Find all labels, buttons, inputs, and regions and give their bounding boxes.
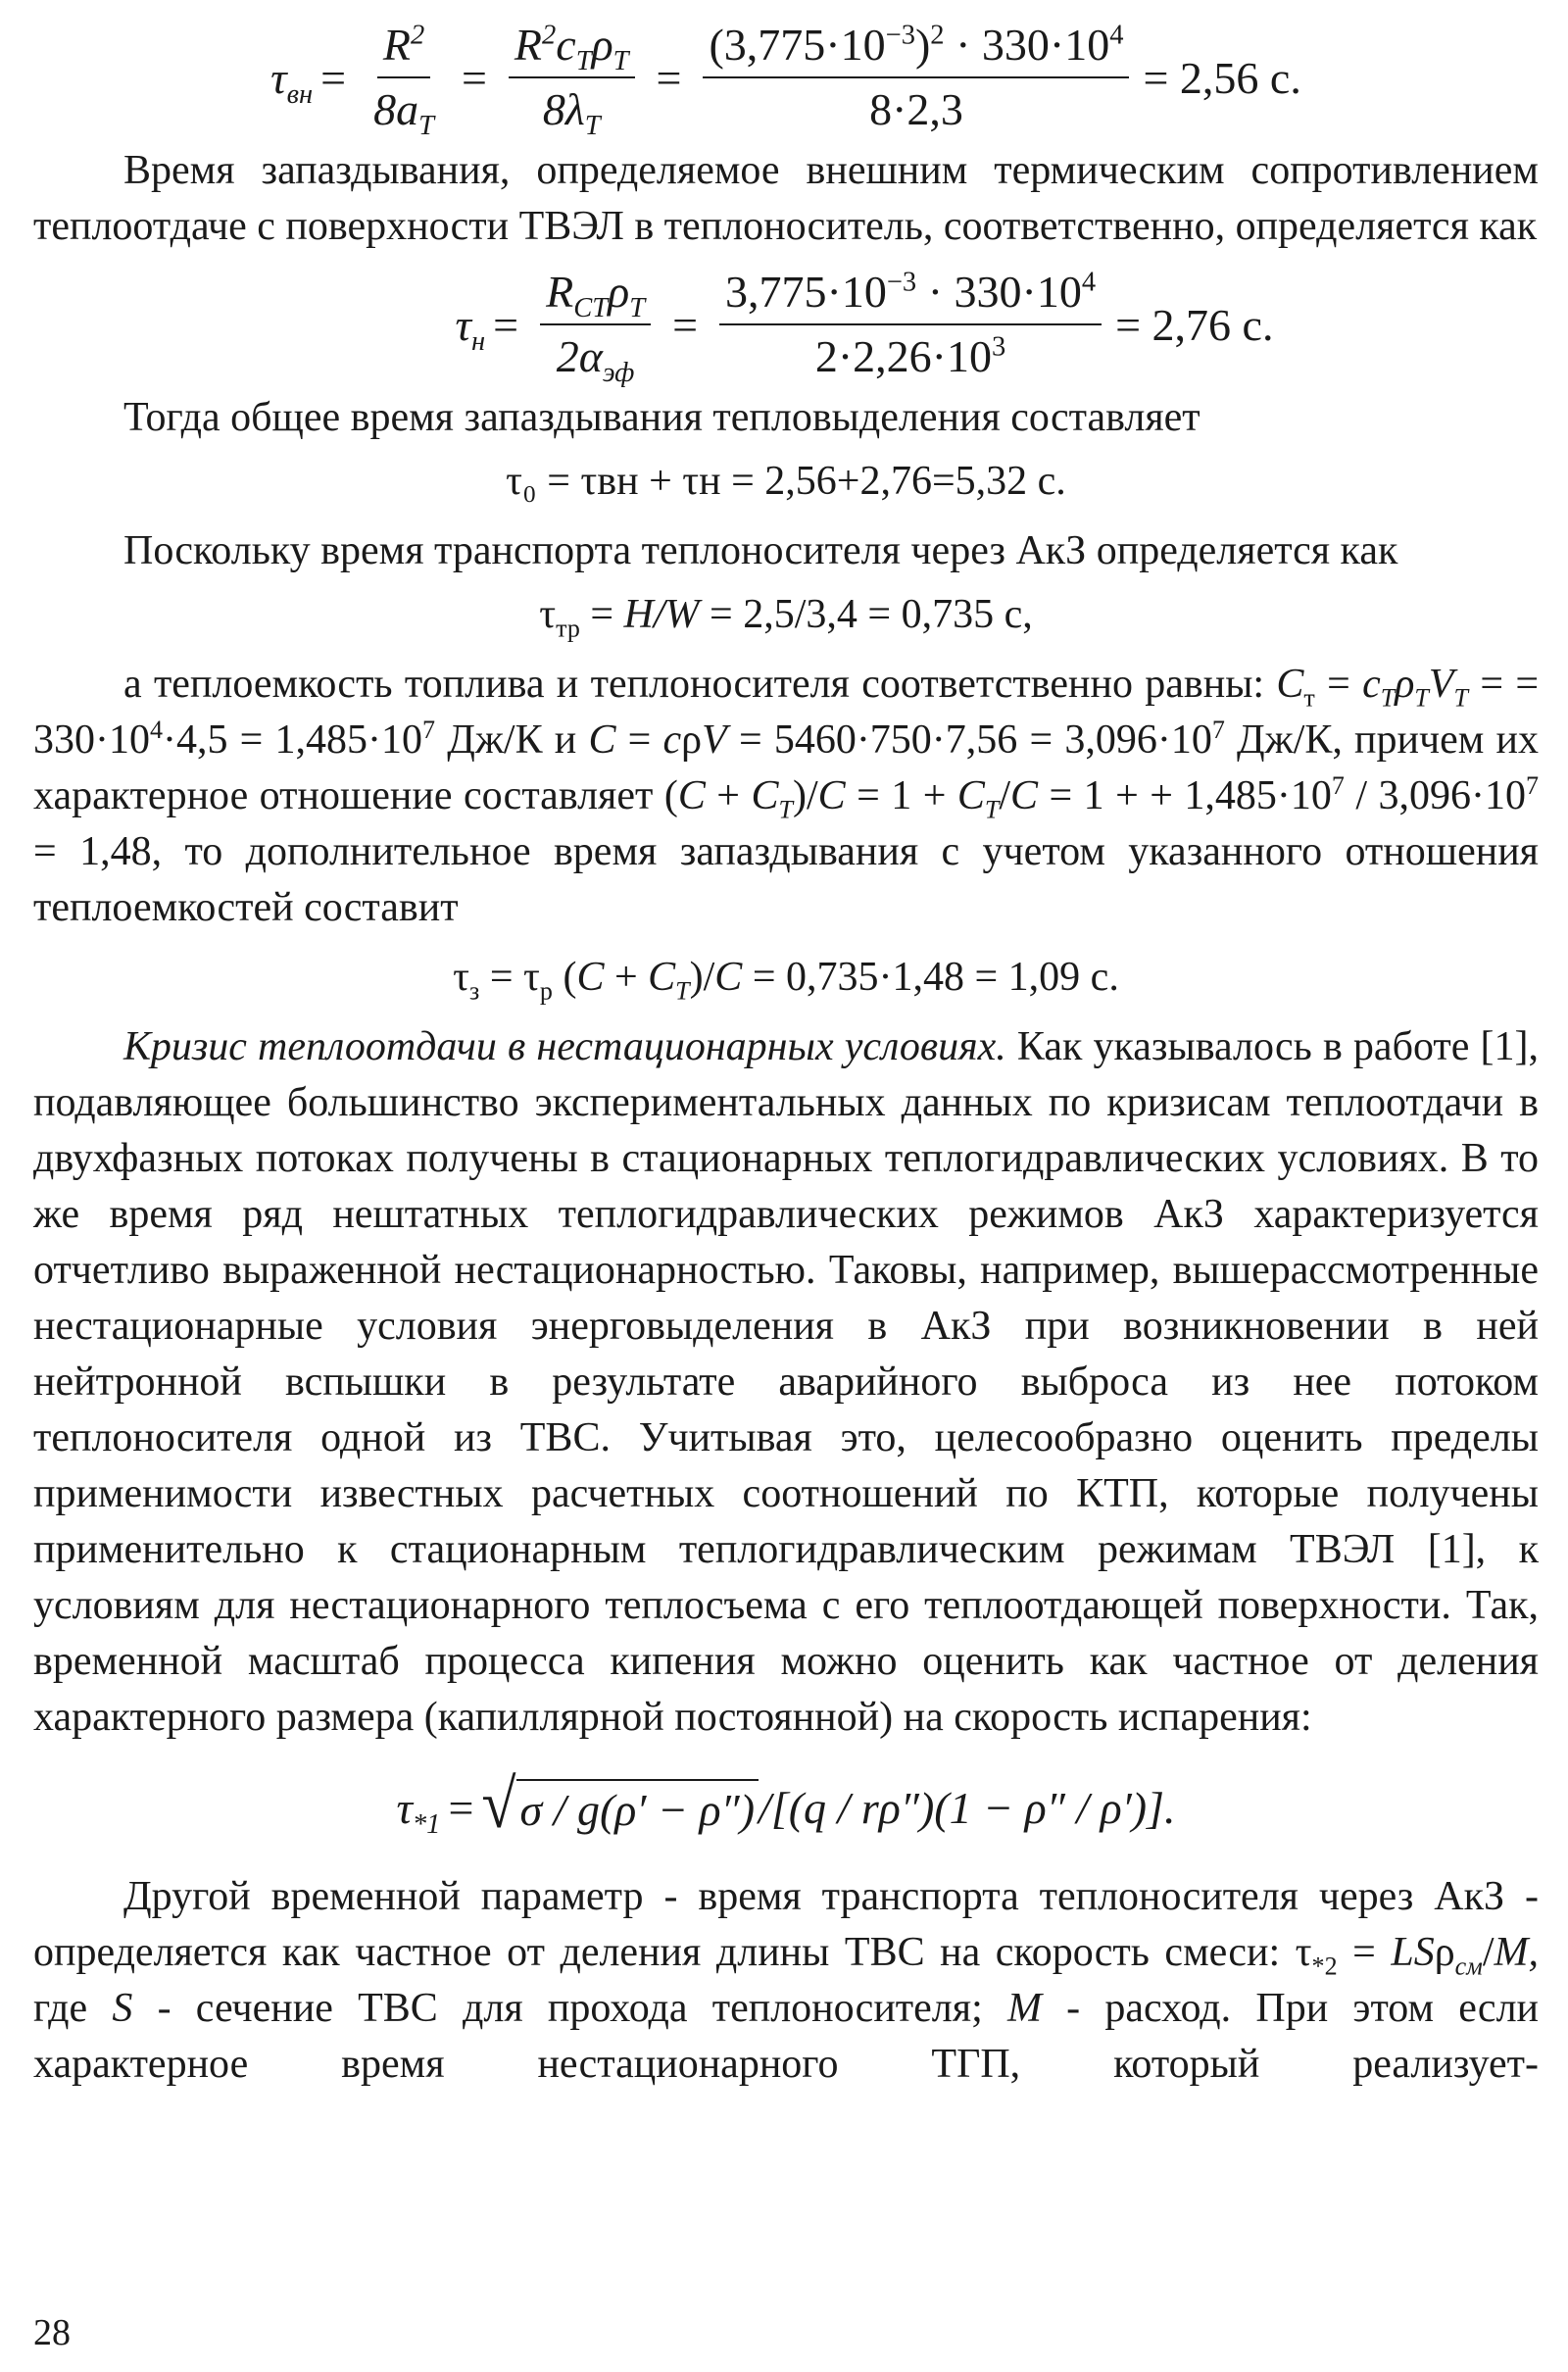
paragraph-1: Время запаздывания, определяемое внешним термическим сопротивлением теплоотдаче с поверхности ТВЭЛ в теплоноситель, соответственно, определяется как	[33, 148, 1539, 249]
fraction: $\frac{R^2}{8a_T}$	[373, 20, 434, 142]
page-content	[33, 18, 1539, 2093]
formula-tau-n: $\tau_н$ = $\frac{R_{CT}\rho_T}{2\alpha_{эф}}$ = $\frac{3,775\cdot 10^{-3} \cdot 330\cdot 10^4}{2\cdot 2,26\cdot 10^3}$ = 2,76 с.	[455, 267, 1274, 389]
formula-tau-star-1: $\tau_{*1}$ = √ σ / g(ρ′ − ρ″) /[(q / rρ″)(1 − ρ″ / ρ′)].	[396, 1765, 1176, 1843]
paragraph-3: Поскольку время транспорта теплоносителя через АкЗ определяется как	[123, 528, 1398, 573]
formula-tau-vn: $\tau_{вн}$ = $\frac{R^2}{8a_T}$ = $\frac{R^2c_T\rho_T}{8\lambda_T}$ = $\frac{(3,775\cdot 10^{-3})^2 \cdot 330\cdot 10^4}{8\cdot 2,3}$ = 2,56 с.	[270, 20, 1301, 142]
section-heading: Кризис теплоотдачи в нестационарных условиях.	[123, 1024, 1006, 1069]
fraction: $\frac{R_{CT}\rho_T}{2\alpha_{эф}}$	[540, 265, 651, 384]
fraction: $\frac{3,775\cdot 10^{-3} \cdot 330\cdot 10^4}{2\cdot 2,26\cdot 10^3}$	[719, 265, 1102, 384]
paragraph-5: Кризис теплоотдачи в нестационарных условиях. Как указывалось в работе [1], подавляющее большинство экспериментальных данных по кризисам теплоотдачи в двухфазных потоках получены в стационарных теплогидравлических условиях. В то же время ряд нештатных теплогидравлических режимов АкЗ характеризуется отчетливо выраженной нестационарностью. Таковы, например, вышерассмотренные нестационарные условия энерговыделения в АкЗ при возникновении в ней нейтронной вспышки в результате аварийного выброса из нее потоком теплоносителя одной из ТВС. Учитывая это, целесообразно оценить пределы применимости известных расчетных соотношений по КТП, которые получены применительно к стационарным теплогидравлическим режимам ТВЭЛ [1], к условиям для нестационарного теплосъема с его теплоотдающей поверхности. Так, временной масштаб процесса кипения можно оценить как частное от деления характерного размера (капиллярной постоянной) на скорость испарения:	[33, 1024, 1539, 1740]
page-number: 28	[33, 2312, 71, 2353]
paragraph-6: Другой временной параметр - время транспорта теплоносителя через АкЗ - определяется как частное от деления длины ТВС на скорость смеси: $\tau_{*2} = LS\rho_{см}/M$, где S - сечение ТВС для прохода теплоносителя; M - расход. При этом если характерное время нестационарного ТГП, который реализует-	[33, 1874, 1540, 2087]
paragraph-2: Тогда общее время запаздывания тепловыделения составляет	[123, 395, 1200, 440]
equation-tau-0: τ₀ = τвн + τн = 2,56+2,76=5,32 с.	[506, 459, 1066, 504]
paragraph-4: а теплоемкость топлива и теплоносителя соответственно равны: $C_т = c_T\rho_TV_T$ = = $330\cdot 10^4\cdot 4,5 = 1,485\cdot 10^7$ Дж/К и $C = c\rho V = 5460\cdot 750\cdot 7,56 = 3,096\cdot 10^7$ Дж/К, причем их характерное отношение составляет $(C + C_T)/C = 1 + C_T/C = 1$ + + $1,485\cdot 10^7 / 3,096\cdot 10^7 = 1,48$, то дополнительное время запаздывания с учетом указанного отношения теплоемкостей составит	[33, 662, 1540, 930]
equation-tau-tr: $\tau_{тр} = H/W = 2,5/3,4 = 0,735$ с,	[539, 592, 1033, 643]
equation-tau-z: $\tau_з = \tau_р$ $(C + C_T)/C = 0,735\cdot 1,48 = 1,09$ с.	[453, 955, 1119, 1006]
fraction: $\frac{R^2c_T\rho_T}{8\lambda_T}$	[509, 18, 635, 137]
fraction: $\frac{(3,775\cdot 10^{-3})^2 \cdot 330\cdot 10^4}{8\cdot 2,3}$	[703, 18, 1129, 137]
square-root: √ σ / g(ρ′ − ρ″)	[481, 1775, 759, 1840]
